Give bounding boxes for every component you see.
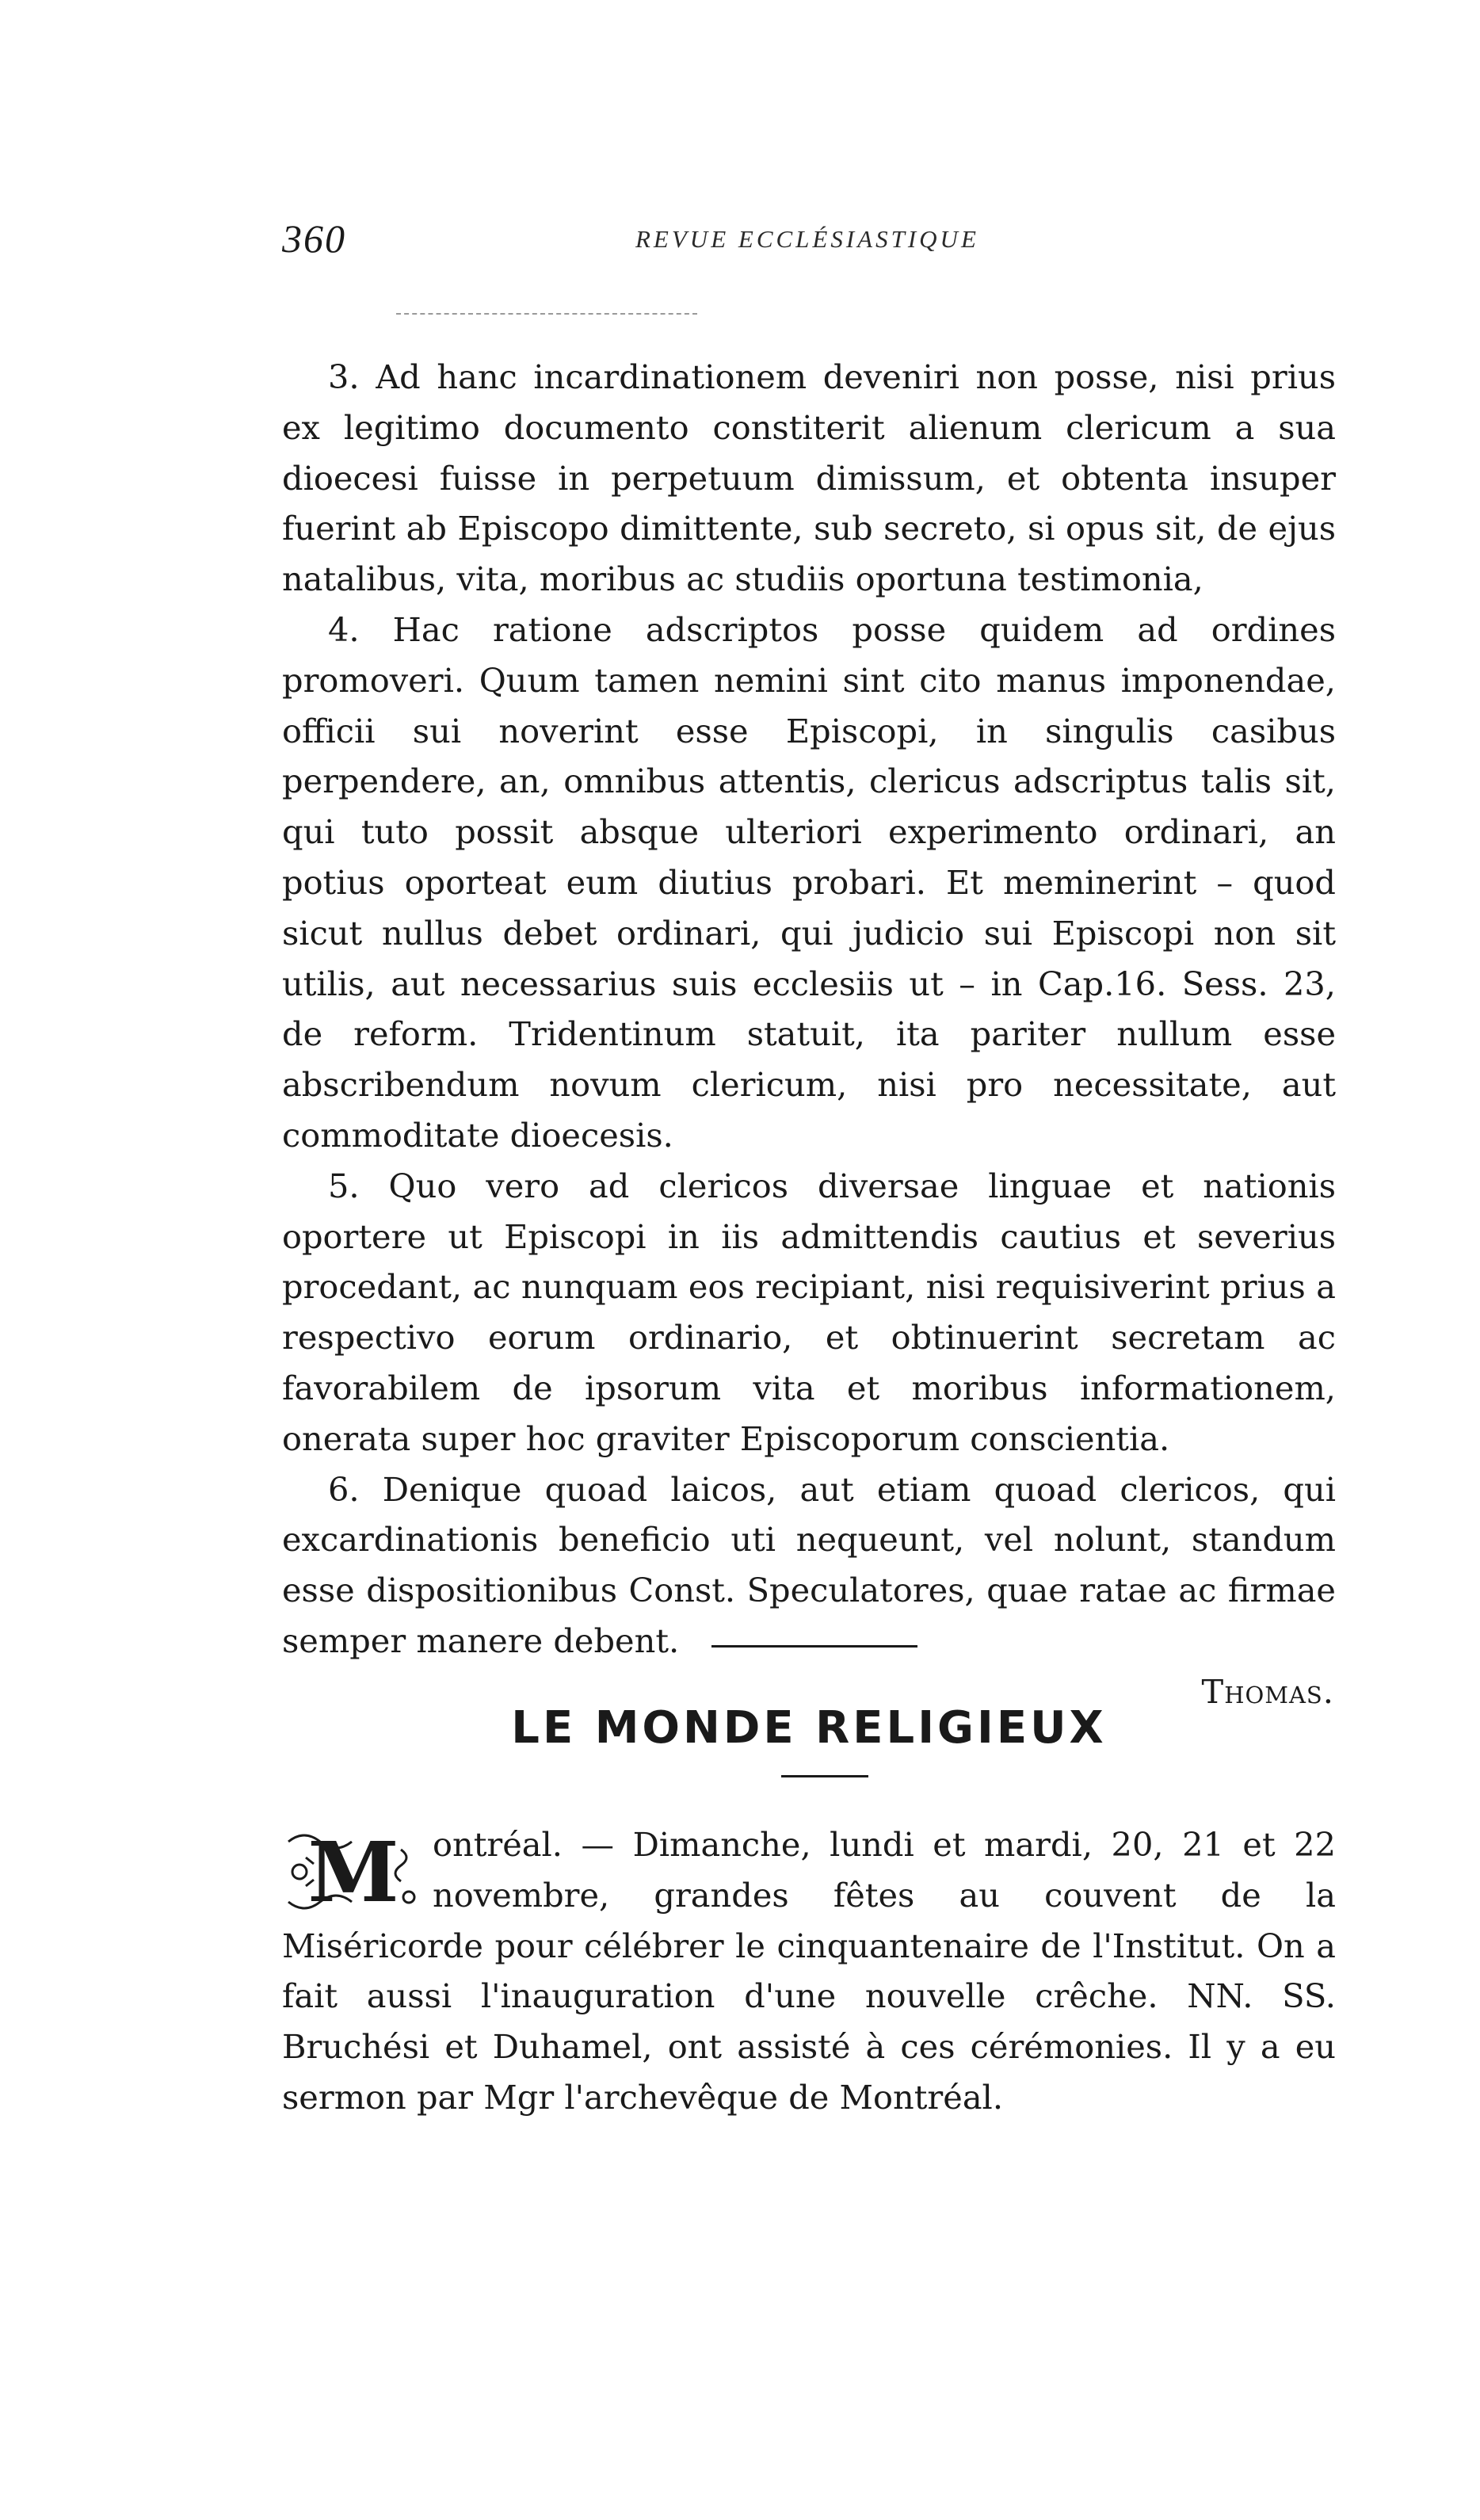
news-lead: ontréal. (433, 1825, 563, 1864)
signature: Thomas. (1201, 1671, 1334, 1711)
news-item-montreal (282, 1819, 1336, 2123)
header-divider (396, 313, 697, 315)
journal-title: REVUE ECCLÉSIASTIQUE (635, 225, 979, 253)
ornamental-dropcap (282, 1826, 425, 1918)
paragraph-6: 6. Denique quoad laicos, aut etiam quoad clericos, qui excardinationis beneficio uti nequeunt, vel nolunt, standum esse dispositionibus Const. Speculatores, quae ratae ac firmae semper manere debent. (282, 1469, 1336, 1660)
news-text: — Dimanche, lundi et mardi, 20, 21 et 22 novembre, grandes fêtes au couvent de la Miséricorde pour célébrer le cinquantenaire de l'Institut. On a fait aussi l'inauguration d'une nouvelle crêche. NN. SS. Bruchési et Duhamel, ont assisté à ces cérémonies. Il y a eu sermon par Mgr l'archevêque de Montréal. (282, 1825, 1336, 2117)
paragraph-3: 3. Ad hanc incardinationem deveniri non posse, nisi prius ex legitimo documento constiterit alienum clericum a sua dioecesi fuisse in perpetuum dimissum, et obtenta insuper fuerint ab Episcopo dimittente, sub secreto, si opus sit, de ejus natalibus, vita, moribus ac studiis oportuna testimonia, (282, 357, 1336, 599)
paragraph-5: 5. Quo vero ad clericos diversae linguae et nationis oportere ut Episcopi in iis admittendis cautius et severius procedant, ac nunquam eos recipiant, nisi requisiverint prius a respectivo eorum ordinario, et obtinuerint secretam ac favorabilem de ipsorum vita et moribus informationem, onerata super hoc graviter Episcoporum conscientia. (282, 1166, 1336, 1458)
page-number: 360 (282, 216, 346, 261)
section-heading: LE MONDE RELIGIEUX (511, 1702, 1107, 1754)
article-body (282, 352, 1336, 1717)
dropcap-letter: M (307, 1826, 399, 1918)
paragraph-4: 4. Hac ratione adscriptos posse quidem ad ordines promoveri. Quum tamen nemini sint cito manus imponendae, officii sui noverint esse Episcopi, in singulis casibus perpendere, an, omnibus attentis, clericus adscriptus talis sit, qui tuto possit absque ulteriori experimento ordinari, an potius oporteat eum diutius probari. Et meminerint – quod sicut nullus debet ordinari, qui judicio sui Episcopi non sit utilis, aut necessarius suis ecclesiis ut – in Cap.16. Sess. 23, de reform. Tridentinum statuit, ita pariter nullum esse abscribendum novum clericum, nisi pro necessitate, aut commoditate dioecesis. (282, 609, 1336, 1155)
section-divider-bottom (781, 1775, 868, 1777)
section-divider-top (711, 1645, 917, 1648)
running-head (282, 216, 1336, 271)
